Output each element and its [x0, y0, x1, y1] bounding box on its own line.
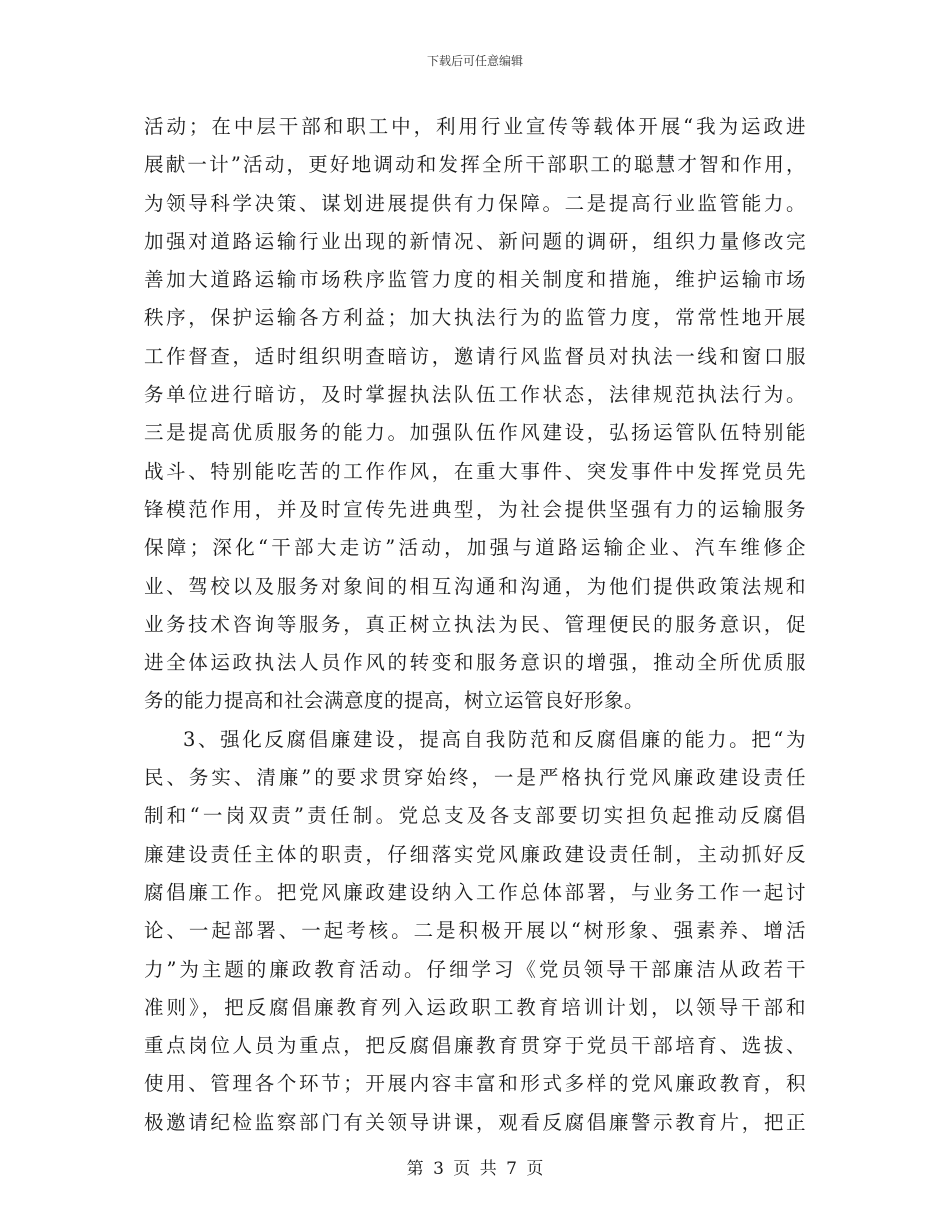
text-line: 业、驾校以及服务对象间的相互沟通和沟通，为他们提供政策法规和: [144, 574, 806, 598]
text-line: 极邀请纪检监察部门有关领导讲课，观看反腐倡廉警示教育片，把正: [144, 1110, 806, 1134]
text-line: 业务技术咨询等服务，真正树立执法为民、管理便民的服务意识，促: [144, 612, 806, 636]
text-line: 进全体运政执法人员作风的转变和服务意识的增强，推动全所优质服: [144, 651, 806, 675]
text-line: 工作督查，适时组织明查暗访，邀请行风监督员对执法一线和窗口服: [144, 344, 806, 368]
text-line: 三是提高优质服务的能力。加强队伍作风建设，弘扬运管队伍特别能: [144, 421, 806, 445]
text-line: 使用、管理各个环节；开展内容丰富和形式多样的党风廉政教育，积: [144, 1072, 806, 1096]
text-line: 锋模范作用，并及时宣传先进典型，为社会提供坚强有力的运输服务: [144, 497, 806, 521]
text-line: 论、一起部署、一起考核。二是积极开展以“树形象、强素养、增活: [144, 919, 806, 943]
paragraph-first-line: 3、强化反腐倡廉建设，提高自我防范和反腐倡廉的能力。把“为: [183, 727, 806, 751]
text-line: 力”为主题的廉政教育活动。仔细学习《党员领导干部廉洁从政若干: [144, 957, 806, 981]
text-line: 民、务实、清廉”的要求贯穿始终，一是严格执行党风廉政建设责任: [144, 766, 806, 790]
text-line: 制和“一岗双责”责任制。党总支及各支部要切实担负起推动反腐倡: [144, 804, 806, 828]
text-line: 保障；深化“干部大走访”活动，加强与道路运输企业、汽车维修企: [144, 536, 806, 560]
text-line: 务的能力提高和社会满意度的提高，树立运管良好形象。: [144, 689, 645, 713]
page-header: 下载后可任意编辑: [426, 54, 523, 68]
text-line: 为领导科学决策、谋划进展提供有力保障。二是提高行业监管能力。: [144, 191, 806, 215]
text-line: 活动；在中层干部和职工中，利用行业宣传等载体开展“我为运政进: [144, 115, 806, 138]
text-line: 廉建设责任主体的职责，仔细落实党风廉政建设责任制，主动抓好反: [144, 842, 806, 866]
text-line: 加强对道路运输行业出现的新情况、新问题的调研，组织力量修改完: [144, 229, 806, 253]
text-line: 秩序，保护运输各方利益；加大执法行为的监管力度，常常性地开展: [144, 306, 806, 330]
text-line: 准则》，把反腐倡廉教育列入运政职工教育培训计划，以领导干部和: [144, 995, 806, 1019]
text-line: 战斗、特别能吃苦的工作作风，在重大事件、突发事件中发挥党员先: [144, 459, 806, 483]
text-line: 腐倡廉工作。把党风廉政建设纳入工作总体部署，与业务工作一起讨: [144, 880, 806, 904]
document-body: [144, 108, 806, 1142]
page-number-footer: 第 3 页 共 7 页: [406, 1159, 544, 1179]
text-line: 善加大道路运输市场秩序监管力度的相关制度和措施，维护运输市场: [144, 268, 806, 292]
text-line: 务单位进行暗访，及时掌握执法队伍工作状态，法律规范执法行为。: [144, 383, 806, 407]
text-line: 重点岗位人员为重点，把反腐倡廉教育贯穿于党员干部培育、选拔、: [144, 1034, 806, 1058]
text-line: 展献一计”活动，更好地调动和发挥全所干部职工的聪慧才智和作用，: [144, 153, 806, 177]
